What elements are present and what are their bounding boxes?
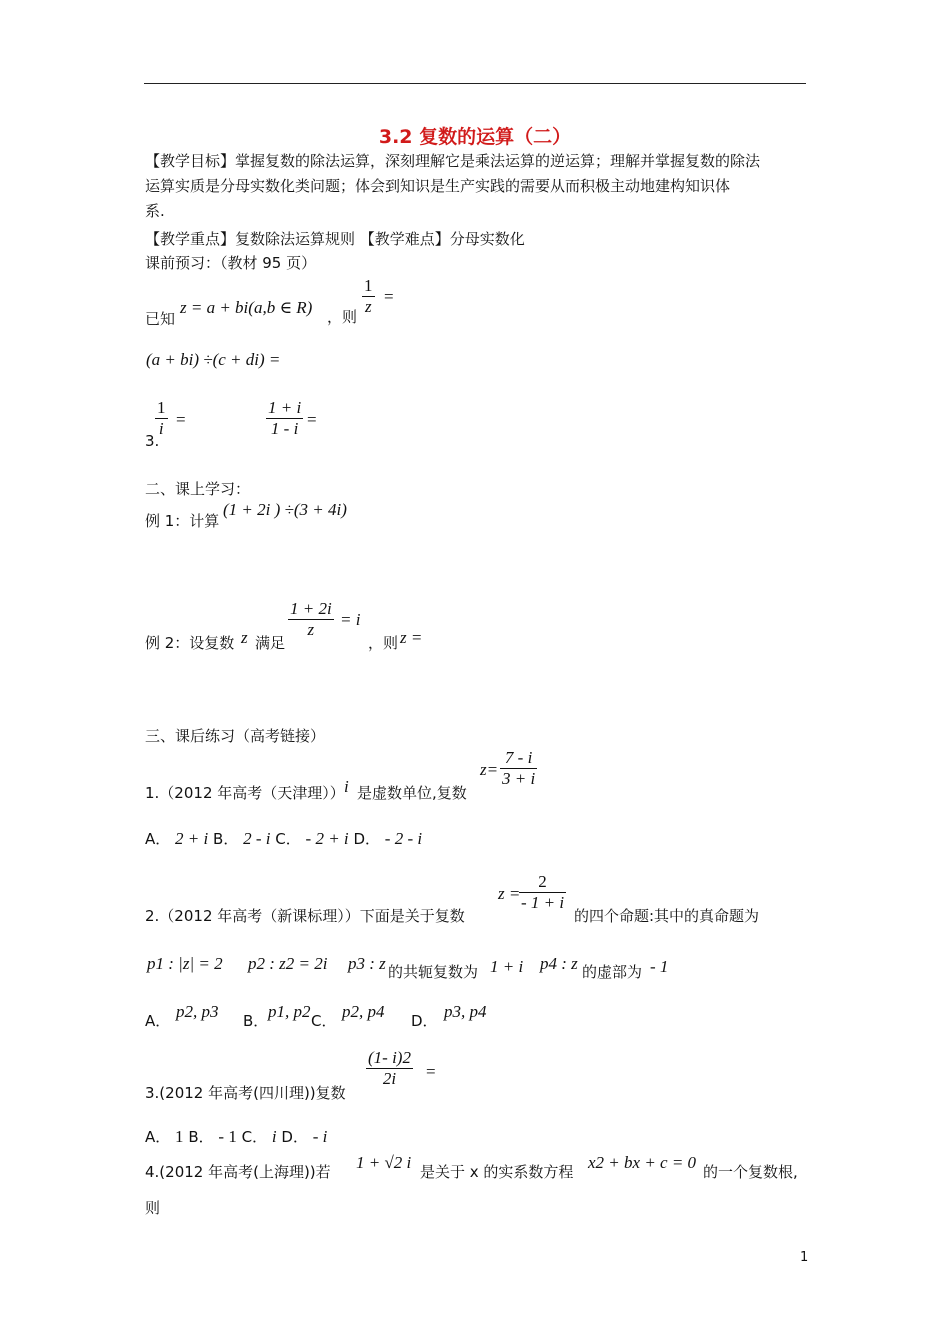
question-4-then: 则 bbox=[145, 1199, 161, 1217]
question-1-label: 1.（2012 年高考（天津理）） bbox=[145, 784, 345, 802]
equals-i: = i bbox=[340, 610, 361, 629]
numerator: (1- i)2 bbox=[368, 1048, 411, 1067]
question-2-label: 2.（2012 年高考（新课标理））下面是关于复数 bbox=[145, 907, 465, 925]
question-2-text: 的四个命题:其中的真命题为 bbox=[574, 907, 760, 925]
numerator: 1 + i bbox=[268, 398, 302, 417]
option-c-value: - 2 + i bbox=[305, 829, 349, 848]
header-rule bbox=[144, 83, 806, 84]
equals-sign: = bbox=[426, 1062, 436, 1081]
denominator: 1 - i bbox=[266, 418, 303, 439]
one-plus-i-over-one-minus-i bbox=[266, 398, 303, 439]
z-variable: z bbox=[241, 628, 248, 647]
question-4-text-2: 的一个复数根, bbox=[703, 1163, 798, 1181]
question-2-z: z = bbox=[498, 884, 521, 903]
question-4-text: 是关于 x 的实系数方程 bbox=[420, 1163, 574, 1181]
division-expression: (a + bi) ÷(c + di) = bbox=[146, 350, 281, 369]
question-3-label: 3.(2012 年高考(四川理))复数 bbox=[145, 1084, 346, 1102]
proposition-p3-value: 1 + i bbox=[490, 957, 524, 976]
proposition-p3: p3 : z bbox=[348, 954, 386, 973]
numerator: 7 - i bbox=[504, 748, 533, 767]
option-a-value: 2 + i bbox=[175, 829, 209, 848]
proposition-p1: p1 : |z| = 2 bbox=[147, 954, 223, 973]
q2-option-a-label: A． bbox=[145, 1012, 171, 1030]
example-1-expression: (1 + 2i ) ÷(3 + 4i) bbox=[223, 500, 347, 519]
goal-line-3: 系. bbox=[145, 202, 165, 220]
option-b-label: B． bbox=[213, 830, 239, 848]
section-2-heading: 二、课上学习： bbox=[145, 480, 251, 498]
proposition-p4: p4 : z bbox=[540, 954, 578, 973]
goal-line-1: 【教学目标】掌握复数的除法运算，深刻理解它是乘法运算的逆运算；理解并掌握复数的除法 bbox=[145, 152, 761, 170]
numerator: 2 bbox=[538, 872, 547, 891]
one-over-z bbox=[362, 276, 375, 317]
i-variable: i bbox=[344, 777, 349, 796]
question-1-z: z= bbox=[480, 760, 499, 779]
numerator: 1 bbox=[157, 398, 166, 417]
key-points: 【教学重点】复数除法运算规则 【教学难点】分母实数化 bbox=[145, 230, 525, 248]
page-number: 1 bbox=[800, 1250, 809, 1265]
example-1-label: 例 1：计算 bbox=[145, 512, 220, 530]
known-label: 已知 bbox=[145, 310, 176, 328]
option-b-value: 2 - i bbox=[243, 829, 271, 848]
question-4-label: 4.(2012 年高考(上海理))若 bbox=[145, 1163, 331, 1181]
q2-option-d-label: D． bbox=[411, 1012, 438, 1030]
question-1-options bbox=[145, 828, 422, 849]
q2-option-b-label: B． bbox=[243, 1012, 269, 1030]
question-4-root: 1 + √2 i bbox=[356, 1153, 412, 1172]
option-a-label: A． bbox=[145, 1128, 171, 1146]
q2-option-a-value: p2, p3 bbox=[176, 1002, 219, 1021]
numerator: 1 + 2i bbox=[290, 599, 332, 618]
denominator: 3 + i bbox=[502, 769, 536, 788]
option-d-label: D． bbox=[353, 830, 380, 848]
goal-line-2: 运算实质是分母实数化类问题；体会到知识是生产实践的需要从而积极主动地建构知识体 bbox=[145, 177, 731, 195]
denominator: z bbox=[362, 296, 375, 317]
option-b-value: - 1 bbox=[218, 1127, 237, 1146]
then-label: ，则 bbox=[368, 634, 399, 652]
equals-sign: = bbox=[307, 410, 317, 429]
page-title: 3.2 复数的运算（二） bbox=[378, 126, 572, 148]
proposition-p4-text: 的虚部为 bbox=[582, 963, 643, 981]
option-d-value: - 2 - i bbox=[384, 829, 423, 848]
preview-heading: 课前预习：（教材 95 页） bbox=[145, 254, 317, 272]
proposition-p3-text: 的共轭复数为 bbox=[388, 963, 479, 981]
one-over-i bbox=[155, 398, 168, 439]
option-c-label: C． bbox=[241, 1128, 268, 1146]
denominator: - 1 + i bbox=[521, 893, 565, 912]
item-3-label: 3. bbox=[145, 432, 160, 450]
question-1-fraction bbox=[500, 748, 537, 789]
proposition-p4-value: - 1 bbox=[650, 957, 669, 976]
equals-sign: = bbox=[176, 410, 186, 429]
q2-option-b-value: p1, p2 bbox=[268, 1002, 311, 1021]
example-2-label: 例 2：设复数 bbox=[145, 634, 235, 652]
denominator: z bbox=[288, 619, 334, 640]
option-a-value: 1 bbox=[175, 1127, 184, 1146]
q2-option-c-value: p2, p4 bbox=[342, 1002, 385, 1021]
equals-sign: = bbox=[384, 287, 394, 306]
question-3-fraction bbox=[366, 1048, 413, 1089]
question-2-fraction bbox=[519, 872, 566, 913]
question-4-equation: x2 + bx + c = 0 bbox=[588, 1153, 697, 1172]
q2-option-c-label: C． bbox=[311, 1012, 337, 1030]
denominator: i bbox=[155, 418, 168, 439]
numerator: 1 bbox=[364, 276, 373, 295]
denominator: 2i bbox=[366, 1068, 413, 1089]
known-equation: z = a + bi(a,b ∈ R) bbox=[180, 298, 313, 317]
option-b-label: B． bbox=[188, 1128, 214, 1146]
option-d-value: - i bbox=[312, 1127, 328, 1146]
example-2-fraction bbox=[288, 599, 334, 640]
then-label: ，则 bbox=[327, 308, 358, 326]
option-d-label: D． bbox=[281, 1128, 308, 1146]
option-c-value: i bbox=[271, 1127, 277, 1146]
option-a-label: A． bbox=[145, 830, 171, 848]
satisfies-label: 满足 bbox=[255, 634, 286, 652]
option-c-label: C． bbox=[275, 830, 301, 848]
question-3-options bbox=[145, 1126, 327, 1147]
proposition-p2: p2 : z2 = 2i bbox=[248, 954, 328, 973]
section-3-heading: 三、课后练习（高考链接） bbox=[145, 727, 326, 745]
q2-option-d-value: p3, p4 bbox=[444, 1002, 487, 1021]
z-equals: z = bbox=[400, 628, 423, 647]
question-1-text: 是虚数单位,复数 bbox=[357, 784, 467, 802]
